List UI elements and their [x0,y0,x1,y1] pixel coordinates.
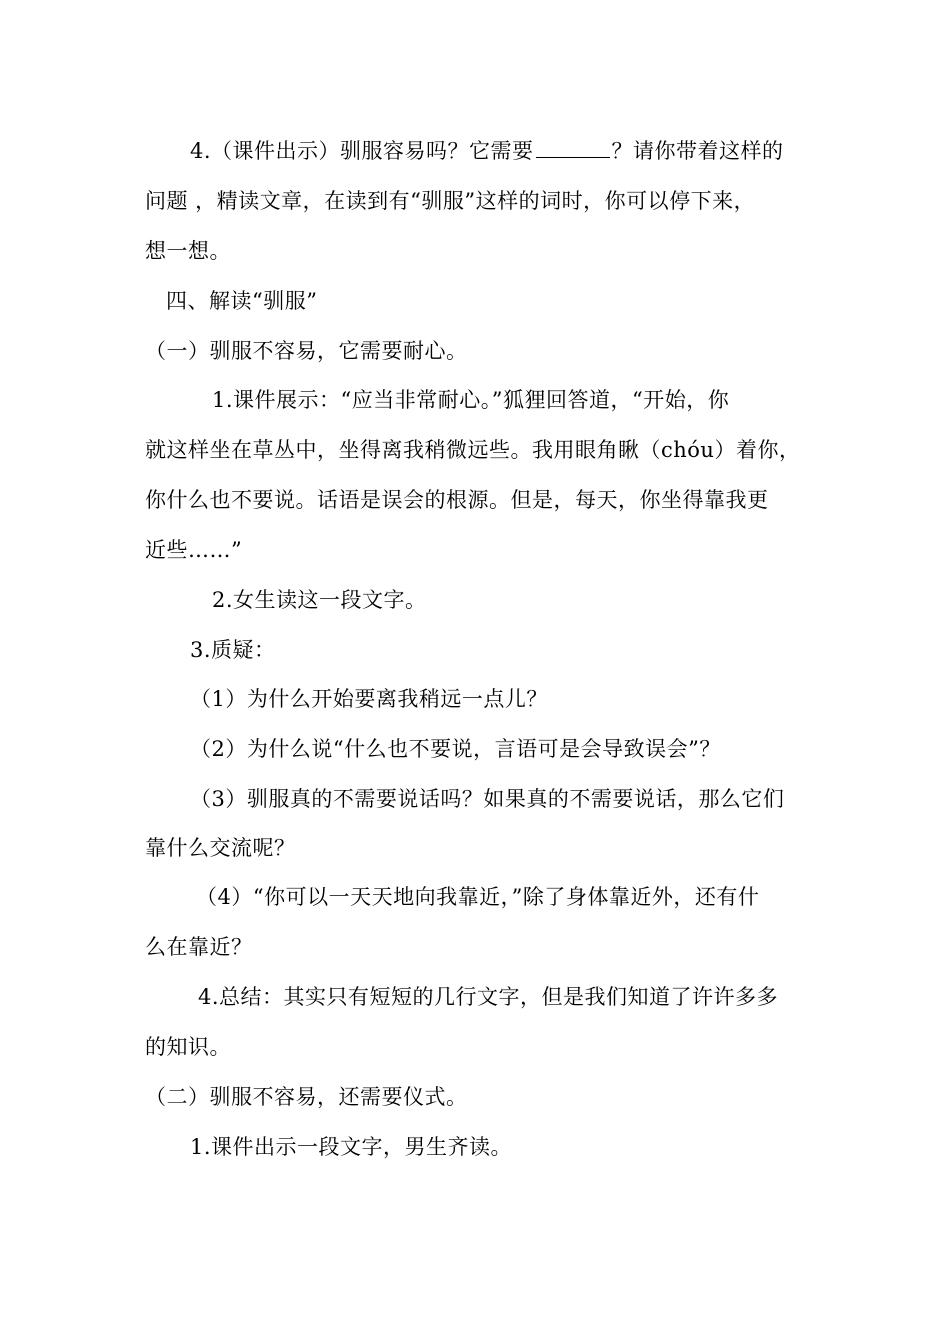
question-item-continued: 么在靠近？ [145,935,253,959]
subsection-heading-2: （二）驯服不容易，还需要仪式。 [145,1085,468,1109]
question-item: （4）“你可以一天天地向我靠近，”除了身体靠近外，还有什 [196,885,760,909]
paragraph-line: 1.课件展示：“应当非常耐心。”狐狸回答道，“开始，你 [212,388,730,412]
question-item: （1）为什么开始要离我稍远一点儿？ [190,687,548,711]
question-item-continued: 靠什么交流呢？ [145,836,296,860]
summary-item-continued: 的知识。 [145,1035,231,1059]
item4-line3: 想一想。 [145,239,231,263]
list-item: 2.女生读这一段文字。 [212,588,427,612]
fill-in-blank [536,137,610,158]
list-item: 3.质疑： [190,638,276,662]
paragraph-line: 就这样坐在草丛中，坐得离我稍微远些。我用眼角瞅（chóu）着你， [145,438,801,462]
subsection-heading-1: （一）驯服不容易，它需要耐心。 [145,339,468,363]
question-item: （2）为什么说“什么也不要说，言语可是会导致误会”？ [190,737,721,761]
paragraph-line: 近些……” [145,538,243,562]
item4-text-part2: ？请你带着这样的 [611,139,784,163]
item4-text-part1: 4.（课件出示）驯服容易吗？它需要 [190,139,534,163]
paragraph-line: 你什么也不要说。话语是误会的根源。但是，每天，你坐得靠我更 [145,488,769,512]
item4-line1 [190,136,784,166]
item4-line2: 问题 ，精读文章，在读到有“驯服”这样的词时，你可以停下来， [145,189,756,213]
section-heading: 四、解读“驯服” [166,289,318,313]
summary-item: 4.总结：其实只有短短的几行文字，但是我们知道了许许多多 [198,985,779,1009]
question-item: （3）驯服真的不需要说话吗？如果真的不需要说话，那么它们 [190,787,785,811]
list-item: 1.课件出示一段文字，男生齐读。 [190,1135,513,1159]
